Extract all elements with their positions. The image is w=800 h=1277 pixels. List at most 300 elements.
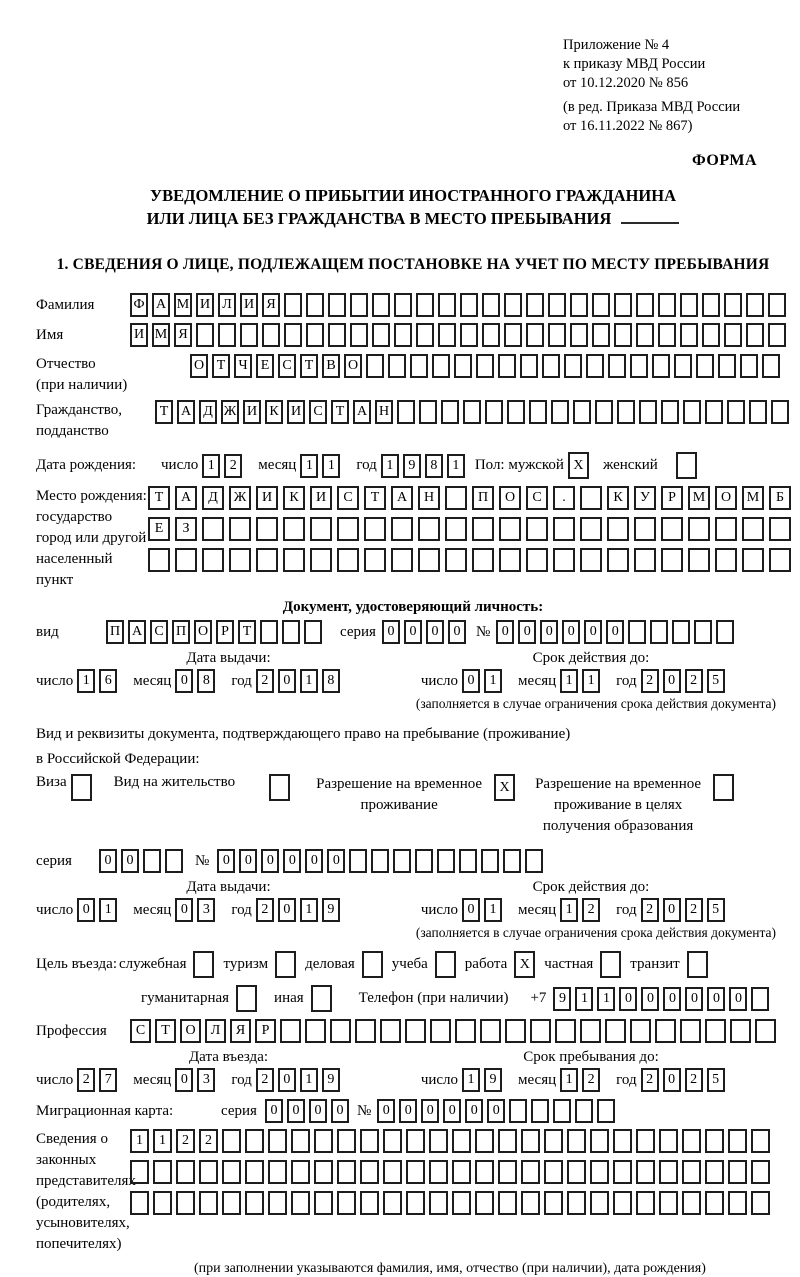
form-cell[interactable]: 1 xyxy=(153,1129,172,1153)
form-cell[interactable] xyxy=(590,1129,609,1153)
form-cell[interactable] xyxy=(728,1191,747,1215)
form-cell[interactable]: 0 xyxy=(399,1099,417,1123)
form-cell[interactable] xyxy=(256,548,278,572)
form-cell[interactable] xyxy=(419,400,437,424)
form-cell[interactable] xyxy=(564,354,582,378)
form-cell[interactable]: 1 xyxy=(300,1068,318,1092)
form-cell[interactable] xyxy=(544,1191,563,1215)
form-cell[interactable] xyxy=(388,354,406,378)
form-cell[interactable]: 0 xyxy=(707,987,725,1011)
form-cell[interactable] xyxy=(659,1191,678,1215)
form-cell[interactable]: 0 xyxy=(496,620,514,644)
form-cell[interactable] xyxy=(394,293,412,317)
form-cell[interactable] xyxy=(613,1160,632,1184)
form-cell[interactable]: 0 xyxy=(421,1099,439,1123)
form-cell[interactable] xyxy=(590,1160,609,1184)
form-cell[interactable]: А xyxy=(353,400,371,424)
representatives-cells-1[interactable] xyxy=(130,1129,774,1153)
form-cell[interactable] xyxy=(724,323,742,347)
form-cell[interactable] xyxy=(617,400,635,424)
form-cell[interactable] xyxy=(482,323,500,347)
form-cell[interactable]: В xyxy=(322,354,340,378)
form-cell[interactable] xyxy=(337,1160,356,1184)
form-cell[interactable] xyxy=(383,1191,402,1215)
entry-month-cells[interactable] xyxy=(175,1068,219,1092)
form-cell[interactable] xyxy=(418,548,440,572)
birthdate-day-cells[interactable] xyxy=(202,454,246,478)
representatives-cells-3[interactable] xyxy=(130,1191,774,1215)
form-cell[interactable] xyxy=(415,849,433,873)
sex-male-checkbox[interactable] xyxy=(568,452,589,479)
form-cell[interactable]: Ч xyxy=(234,354,252,378)
form-cell[interactable] xyxy=(659,1160,678,1184)
form-cell[interactable]: С xyxy=(337,486,359,510)
form-cell[interactable]: 0 xyxy=(239,849,257,873)
form-cell[interactable]: Я xyxy=(262,293,280,317)
form-cell[interactable] xyxy=(130,1160,149,1184)
form-cell[interactable]: 9 xyxy=(322,898,340,922)
form-cell[interactable]: О xyxy=(190,354,208,378)
form-cell[interactable]: 1 xyxy=(300,669,318,693)
form-cell[interactable] xyxy=(218,323,236,347)
form-cell[interactable] xyxy=(472,548,494,572)
form-cell[interactable]: 2 xyxy=(641,669,659,693)
form-cell[interactable] xyxy=(291,1191,310,1215)
form-cell[interactable] xyxy=(196,323,214,347)
form-cell[interactable] xyxy=(268,1191,287,1215)
form-cell[interactable] xyxy=(526,517,548,541)
form-cell[interactable] xyxy=(749,400,767,424)
form-cell[interactable] xyxy=(406,1129,425,1153)
form-cell[interactable]: 2 xyxy=(176,1129,195,1153)
residence-issue-day-cells[interactable] xyxy=(77,898,121,922)
form-cell[interactable] xyxy=(481,849,499,873)
form-cell[interactable] xyxy=(310,517,332,541)
form-cell[interactable] xyxy=(525,849,543,873)
purpose-checkbox[interactable] xyxy=(275,951,296,978)
form-cell[interactable] xyxy=(71,774,92,801)
form-cell[interactable]: 0 xyxy=(278,898,296,922)
form-cell[interactable] xyxy=(284,293,302,317)
doc-issue-month-cells[interactable] xyxy=(175,669,219,693)
form-cell[interactable]: 2 xyxy=(641,898,659,922)
form-cell[interactable] xyxy=(291,1129,310,1153)
form-cell[interactable] xyxy=(438,323,456,347)
form-cell[interactable]: Н xyxy=(375,400,393,424)
form-cell[interactable]: 0 xyxy=(641,987,659,1011)
form-cell[interactable] xyxy=(498,1191,517,1215)
form-cell[interactable] xyxy=(282,620,300,644)
form-cell[interactable] xyxy=(445,486,467,510)
form-cell[interactable]: 0 xyxy=(518,620,536,644)
form-cell[interactable] xyxy=(680,1019,701,1043)
form-cell[interactable]: А xyxy=(391,486,413,510)
form-cell[interactable] xyxy=(153,1191,172,1215)
form-cell[interactable] xyxy=(652,354,670,378)
form-cell[interactable]: 0 xyxy=(562,620,580,644)
form-cell[interactable]: 1 xyxy=(130,1129,149,1153)
form-cell[interactable] xyxy=(435,951,456,978)
form-cell[interactable]: 0 xyxy=(663,1068,681,1092)
form-cell[interactable]: 2 xyxy=(199,1129,218,1153)
form-cell[interactable]: 1 xyxy=(582,669,600,693)
temp-permit-checkbox[interactable] xyxy=(494,774,515,801)
form-cell[interactable] xyxy=(682,1129,701,1153)
form-cell[interactable] xyxy=(371,849,389,873)
form-cell[interactable]: 5 xyxy=(707,1068,725,1092)
form-cell[interactable] xyxy=(280,1019,301,1043)
form-cell[interactable] xyxy=(475,1129,494,1153)
form-cell[interactable]: 0 xyxy=(443,1099,461,1123)
purpose-checkbox[interactable] xyxy=(193,951,214,978)
citizenship-cells[interactable] xyxy=(155,400,793,424)
residence-number-cells[interactable] xyxy=(217,849,547,873)
form-cell[interactable]: 8 xyxy=(322,669,340,693)
form-cell[interactable] xyxy=(521,1191,540,1215)
purpose-checkbox[interactable] xyxy=(514,951,535,978)
form-cell[interactable]: 1 xyxy=(447,454,465,478)
form-cell[interactable] xyxy=(349,849,367,873)
form-cell[interactable] xyxy=(505,1019,526,1043)
form-cell[interactable]: 0 xyxy=(448,620,466,644)
form-cell[interactable]: М xyxy=(742,486,764,510)
residence-series-cells[interactable] xyxy=(99,849,187,873)
form-cell[interactable] xyxy=(240,323,258,347)
form-cell[interactable]: 5 xyxy=(707,898,725,922)
form-cell[interactable] xyxy=(696,354,714,378)
form-cell[interactable] xyxy=(499,517,521,541)
form-cell[interactable]: 7 xyxy=(99,1068,117,1092)
form-cell[interactable] xyxy=(628,620,646,644)
form-cell[interactable] xyxy=(573,400,591,424)
form-cell[interactable] xyxy=(567,1129,586,1153)
form-cell[interactable] xyxy=(503,849,521,873)
form-cell[interactable]: 0 xyxy=(619,987,637,1011)
form-cell[interactable]: М xyxy=(688,486,710,510)
form-cell[interactable] xyxy=(715,548,737,572)
form-cell[interactable]: М xyxy=(152,323,170,347)
form-cell[interactable] xyxy=(580,517,602,541)
form-cell[interactable] xyxy=(548,323,566,347)
form-cell[interactable]: 9 xyxy=(322,1068,340,1092)
form-cell[interactable] xyxy=(702,293,720,317)
form-cell[interactable]: 0 xyxy=(540,620,558,644)
form-cell[interactable] xyxy=(658,293,676,317)
residence-issue-year-cells[interactable] xyxy=(256,898,344,922)
form-cell[interactable] xyxy=(613,1191,632,1215)
form-cell[interactable]: Т xyxy=(155,400,173,424)
form-cell[interactable]: 2 xyxy=(256,669,274,693)
form-cell[interactable]: С xyxy=(150,620,168,644)
form-cell[interactable] xyxy=(360,1191,379,1215)
form-cell[interactable] xyxy=(498,1160,517,1184)
form-cell[interactable] xyxy=(380,1019,401,1043)
form-cell[interactable] xyxy=(485,400,503,424)
form-cell[interactable]: 0 xyxy=(265,1099,283,1123)
form-cell[interactable]: 0 xyxy=(663,987,681,1011)
form-cell[interactable]: И xyxy=(310,486,332,510)
form-cell[interactable] xyxy=(418,517,440,541)
birthdate-year-cells[interactable] xyxy=(381,454,469,478)
residence-expiry-day-cells[interactable] xyxy=(462,898,506,922)
migration-series-cells[interactable] xyxy=(265,1099,353,1123)
form-cell[interactable]: 0 xyxy=(121,849,139,873)
form-cell[interactable]: Р xyxy=(661,486,683,510)
form-cell[interactable]: А xyxy=(152,293,170,317)
form-cell[interactable] xyxy=(362,951,383,978)
form-cell[interactable] xyxy=(452,1191,471,1215)
form-cell[interactable] xyxy=(330,1019,351,1043)
form-cell[interactable]: И xyxy=(130,323,148,347)
form-cell[interactable]: Н xyxy=(418,486,440,510)
form-cell[interactable] xyxy=(437,849,455,873)
form-cell[interactable] xyxy=(746,293,764,317)
form-cell[interactable] xyxy=(393,849,411,873)
form-cell[interactable] xyxy=(410,354,428,378)
form-cell[interactable]: 0 xyxy=(309,1099,327,1123)
form-cell[interactable] xyxy=(337,1129,356,1153)
form-cell[interactable] xyxy=(705,400,723,424)
form-cell[interactable] xyxy=(193,951,214,978)
form-cell[interactable] xyxy=(531,1099,549,1123)
form-cell[interactable]: 3 xyxy=(197,1068,215,1092)
form-cell[interactable]: П xyxy=(172,620,190,644)
form-cell[interactable]: 0 xyxy=(278,1068,296,1092)
form-cell[interactable] xyxy=(688,548,710,572)
form-cell[interactable] xyxy=(202,517,224,541)
form-cell[interactable]: 9 xyxy=(553,987,571,1011)
form-cell[interactable]: Т xyxy=(212,354,230,378)
form-cell[interactable] xyxy=(130,1191,149,1215)
form-cell[interactable] xyxy=(311,985,332,1012)
form-cell[interactable] xyxy=(771,400,789,424)
purpose-checkbox[interactable] xyxy=(600,951,621,978)
form-cell[interactable] xyxy=(283,517,305,541)
form-cell[interactable]: 1 xyxy=(560,898,578,922)
form-cell[interactable] xyxy=(416,323,434,347)
form-cell[interactable] xyxy=(364,548,386,572)
form-cell[interactable] xyxy=(475,1191,494,1215)
form-cell[interactable]: X xyxy=(514,951,535,978)
form-cell[interactable] xyxy=(245,1160,264,1184)
form-cell[interactable]: 0 xyxy=(217,849,235,873)
form-cell[interactable] xyxy=(674,354,692,378)
form-cell[interactable] xyxy=(314,1191,333,1215)
form-cell[interactable] xyxy=(680,293,698,317)
form-cell[interactable] xyxy=(592,323,610,347)
form-cell[interactable] xyxy=(630,354,648,378)
form-cell[interactable] xyxy=(383,1160,402,1184)
form-cell[interactable]: 2 xyxy=(77,1068,95,1092)
form-cell[interactable] xyxy=(661,400,679,424)
form-cell[interactable] xyxy=(713,774,734,801)
form-cell[interactable] xyxy=(360,1160,379,1184)
form-cell[interactable] xyxy=(755,1019,776,1043)
form-cell[interactable] xyxy=(683,400,701,424)
surname-cells[interactable] xyxy=(130,293,790,317)
form-cell[interactable]: 2 xyxy=(685,669,703,693)
form-cell[interactable] xyxy=(705,1019,726,1043)
stay-day-cells[interactable] xyxy=(462,1068,506,1092)
form-cell[interactable]: Я xyxy=(230,1019,251,1043)
form-cell[interactable] xyxy=(614,293,632,317)
form-cell[interactable]: О xyxy=(194,620,212,644)
form-cell[interactable] xyxy=(715,517,737,541)
form-cell[interactable]: К xyxy=(283,486,305,510)
form-cell[interactable] xyxy=(165,849,183,873)
form-cell[interactable] xyxy=(553,548,575,572)
form-cell[interactable] xyxy=(742,548,764,572)
form-cell[interactable] xyxy=(570,293,588,317)
form-cell[interactable]: 1 xyxy=(484,898,502,922)
form-cell[interactable] xyxy=(636,1129,655,1153)
form-cell[interactable] xyxy=(284,323,302,347)
form-cell[interactable]: 1 xyxy=(322,454,340,478)
edu-permit-checkbox[interactable] xyxy=(713,774,734,801)
form-cell[interactable] xyxy=(275,951,296,978)
form-cell[interactable]: З xyxy=(175,517,197,541)
form-cell[interactable] xyxy=(372,293,390,317)
form-cell[interactable] xyxy=(636,1160,655,1184)
form-cell[interactable]: 1 xyxy=(300,898,318,922)
form-cell[interactable] xyxy=(567,1160,586,1184)
form-cell[interactable]: У xyxy=(634,486,656,510)
form-cell[interactable]: Е xyxy=(256,354,274,378)
form-cell[interactable] xyxy=(728,1129,747,1153)
form-cell[interactable]: О xyxy=(180,1019,201,1043)
purpose-checkbox[interactable] xyxy=(435,951,456,978)
sex-female-checkbox[interactable] xyxy=(676,452,697,479)
form-cell[interactable] xyxy=(659,1129,678,1153)
form-cell[interactable] xyxy=(463,400,481,424)
form-cell[interactable] xyxy=(175,548,197,572)
form-cell[interactable] xyxy=(661,517,683,541)
form-cell[interactable] xyxy=(405,1019,426,1043)
form-cell[interactable] xyxy=(306,323,324,347)
form-cell[interactable] xyxy=(544,1129,563,1153)
residence-expiry-month-cells[interactable] xyxy=(560,898,604,922)
form-cell[interactable] xyxy=(199,1160,218,1184)
representatives-cells-2[interactable] xyxy=(130,1160,774,1184)
form-cell[interactable] xyxy=(526,293,544,317)
form-cell[interactable]: 0 xyxy=(287,1099,305,1123)
form-cell[interactable] xyxy=(366,354,384,378)
form-cell[interactable] xyxy=(762,354,780,378)
form-cell[interactable] xyxy=(416,293,434,317)
form-cell[interactable]: 1 xyxy=(300,454,318,478)
form-cell[interactable]: М xyxy=(174,293,192,317)
form-cell[interactable] xyxy=(769,548,791,572)
form-cell[interactable] xyxy=(526,548,548,572)
form-cell[interactable] xyxy=(283,548,305,572)
form-cell[interactable] xyxy=(580,486,602,510)
form-cell[interactable]: 9 xyxy=(403,454,421,478)
form-cell[interactable] xyxy=(595,400,613,424)
form-cell[interactable]: Д xyxy=(202,486,224,510)
form-cell[interactable] xyxy=(480,1019,501,1043)
form-cell[interactable] xyxy=(314,1129,333,1153)
form-cell[interactable]: Е xyxy=(148,517,170,541)
form-cell[interactable]: Т xyxy=(331,400,349,424)
form-cell[interactable] xyxy=(655,1019,676,1043)
form-cell[interactable]: 0 xyxy=(305,849,323,873)
doc-type-cells[interactable] xyxy=(106,620,326,644)
form-cell[interactable]: 0 xyxy=(663,669,681,693)
form-cell[interactable] xyxy=(650,620,668,644)
form-cell[interactable] xyxy=(445,548,467,572)
form-cell[interactable] xyxy=(728,1160,747,1184)
form-cell[interactable] xyxy=(337,517,359,541)
form-cell[interactable] xyxy=(634,517,656,541)
form-cell[interactable]: И xyxy=(196,293,214,317)
form-cell[interactable] xyxy=(482,293,500,317)
form-cell[interactable] xyxy=(605,1019,626,1043)
form-cell[interactable] xyxy=(337,548,359,572)
form-cell[interactable]: 0 xyxy=(175,1068,193,1092)
visa-checkbox[interactable] xyxy=(71,774,92,801)
form-cell[interactable]: 0 xyxy=(99,849,117,873)
form-cell[interactable] xyxy=(350,323,368,347)
form-cell[interactable] xyxy=(269,774,290,801)
stay-year-cells[interactable] xyxy=(641,1068,729,1092)
form-cell[interactable]: 1 xyxy=(99,898,117,922)
form-cell[interactable] xyxy=(314,1160,333,1184)
form-cell[interactable]: 2 xyxy=(641,1068,659,1092)
birthplace-cells-1[interactable] xyxy=(148,486,796,510)
form-cell[interactable] xyxy=(176,1160,195,1184)
birthdate-month-cells[interactable] xyxy=(300,454,344,478)
form-cell[interactable] xyxy=(730,1019,751,1043)
form-cell[interactable]: Л xyxy=(205,1019,226,1043)
form-cell[interactable]: Л xyxy=(218,293,236,317)
entry-year-cells[interactable] xyxy=(256,1068,344,1092)
form-cell[interactable] xyxy=(718,354,736,378)
form-cell[interactable] xyxy=(705,1129,724,1153)
form-cell[interactable] xyxy=(575,1099,593,1123)
form-cell[interactable]: А xyxy=(175,486,197,510)
form-cell[interactable] xyxy=(504,293,522,317)
form-cell[interactable]: 2 xyxy=(256,1068,274,1092)
form-cell[interactable] xyxy=(636,293,654,317)
form-cell[interactable] xyxy=(521,1160,540,1184)
form-cell[interactable] xyxy=(580,548,602,572)
form-cell[interactable] xyxy=(592,293,610,317)
form-cell[interactable] xyxy=(727,400,745,424)
form-cell[interactable] xyxy=(567,1191,586,1215)
form-cell[interactable] xyxy=(705,1191,724,1215)
form-cell[interactable]: . xyxy=(553,486,575,510)
form-cell[interactable]: О xyxy=(499,486,521,510)
form-cell[interactable] xyxy=(176,1191,195,1215)
form-cell[interactable]: Ф xyxy=(130,293,148,317)
form-cell[interactable] xyxy=(222,1129,241,1153)
form-cell[interactable] xyxy=(229,517,251,541)
doc-number-cells[interactable] xyxy=(496,620,738,644)
form-cell[interactable] xyxy=(724,293,742,317)
doc-expiry-day-cells[interactable] xyxy=(462,669,506,693)
doc-series-cells[interactable] xyxy=(382,620,470,644)
form-cell[interactable] xyxy=(355,1019,376,1043)
form-cell[interactable] xyxy=(607,517,629,541)
form-cell[interactable] xyxy=(580,1019,601,1043)
form-cell[interactable]: 1 xyxy=(202,454,220,478)
form-cell[interactable]: 1 xyxy=(462,1068,480,1092)
form-cell[interactable] xyxy=(751,1129,770,1153)
doc-issue-year-cells[interactable] xyxy=(256,669,344,693)
form-cell[interactable] xyxy=(746,323,764,347)
form-cell[interactable]: Ж xyxy=(229,486,251,510)
form-cell[interactable]: Т xyxy=(300,354,318,378)
